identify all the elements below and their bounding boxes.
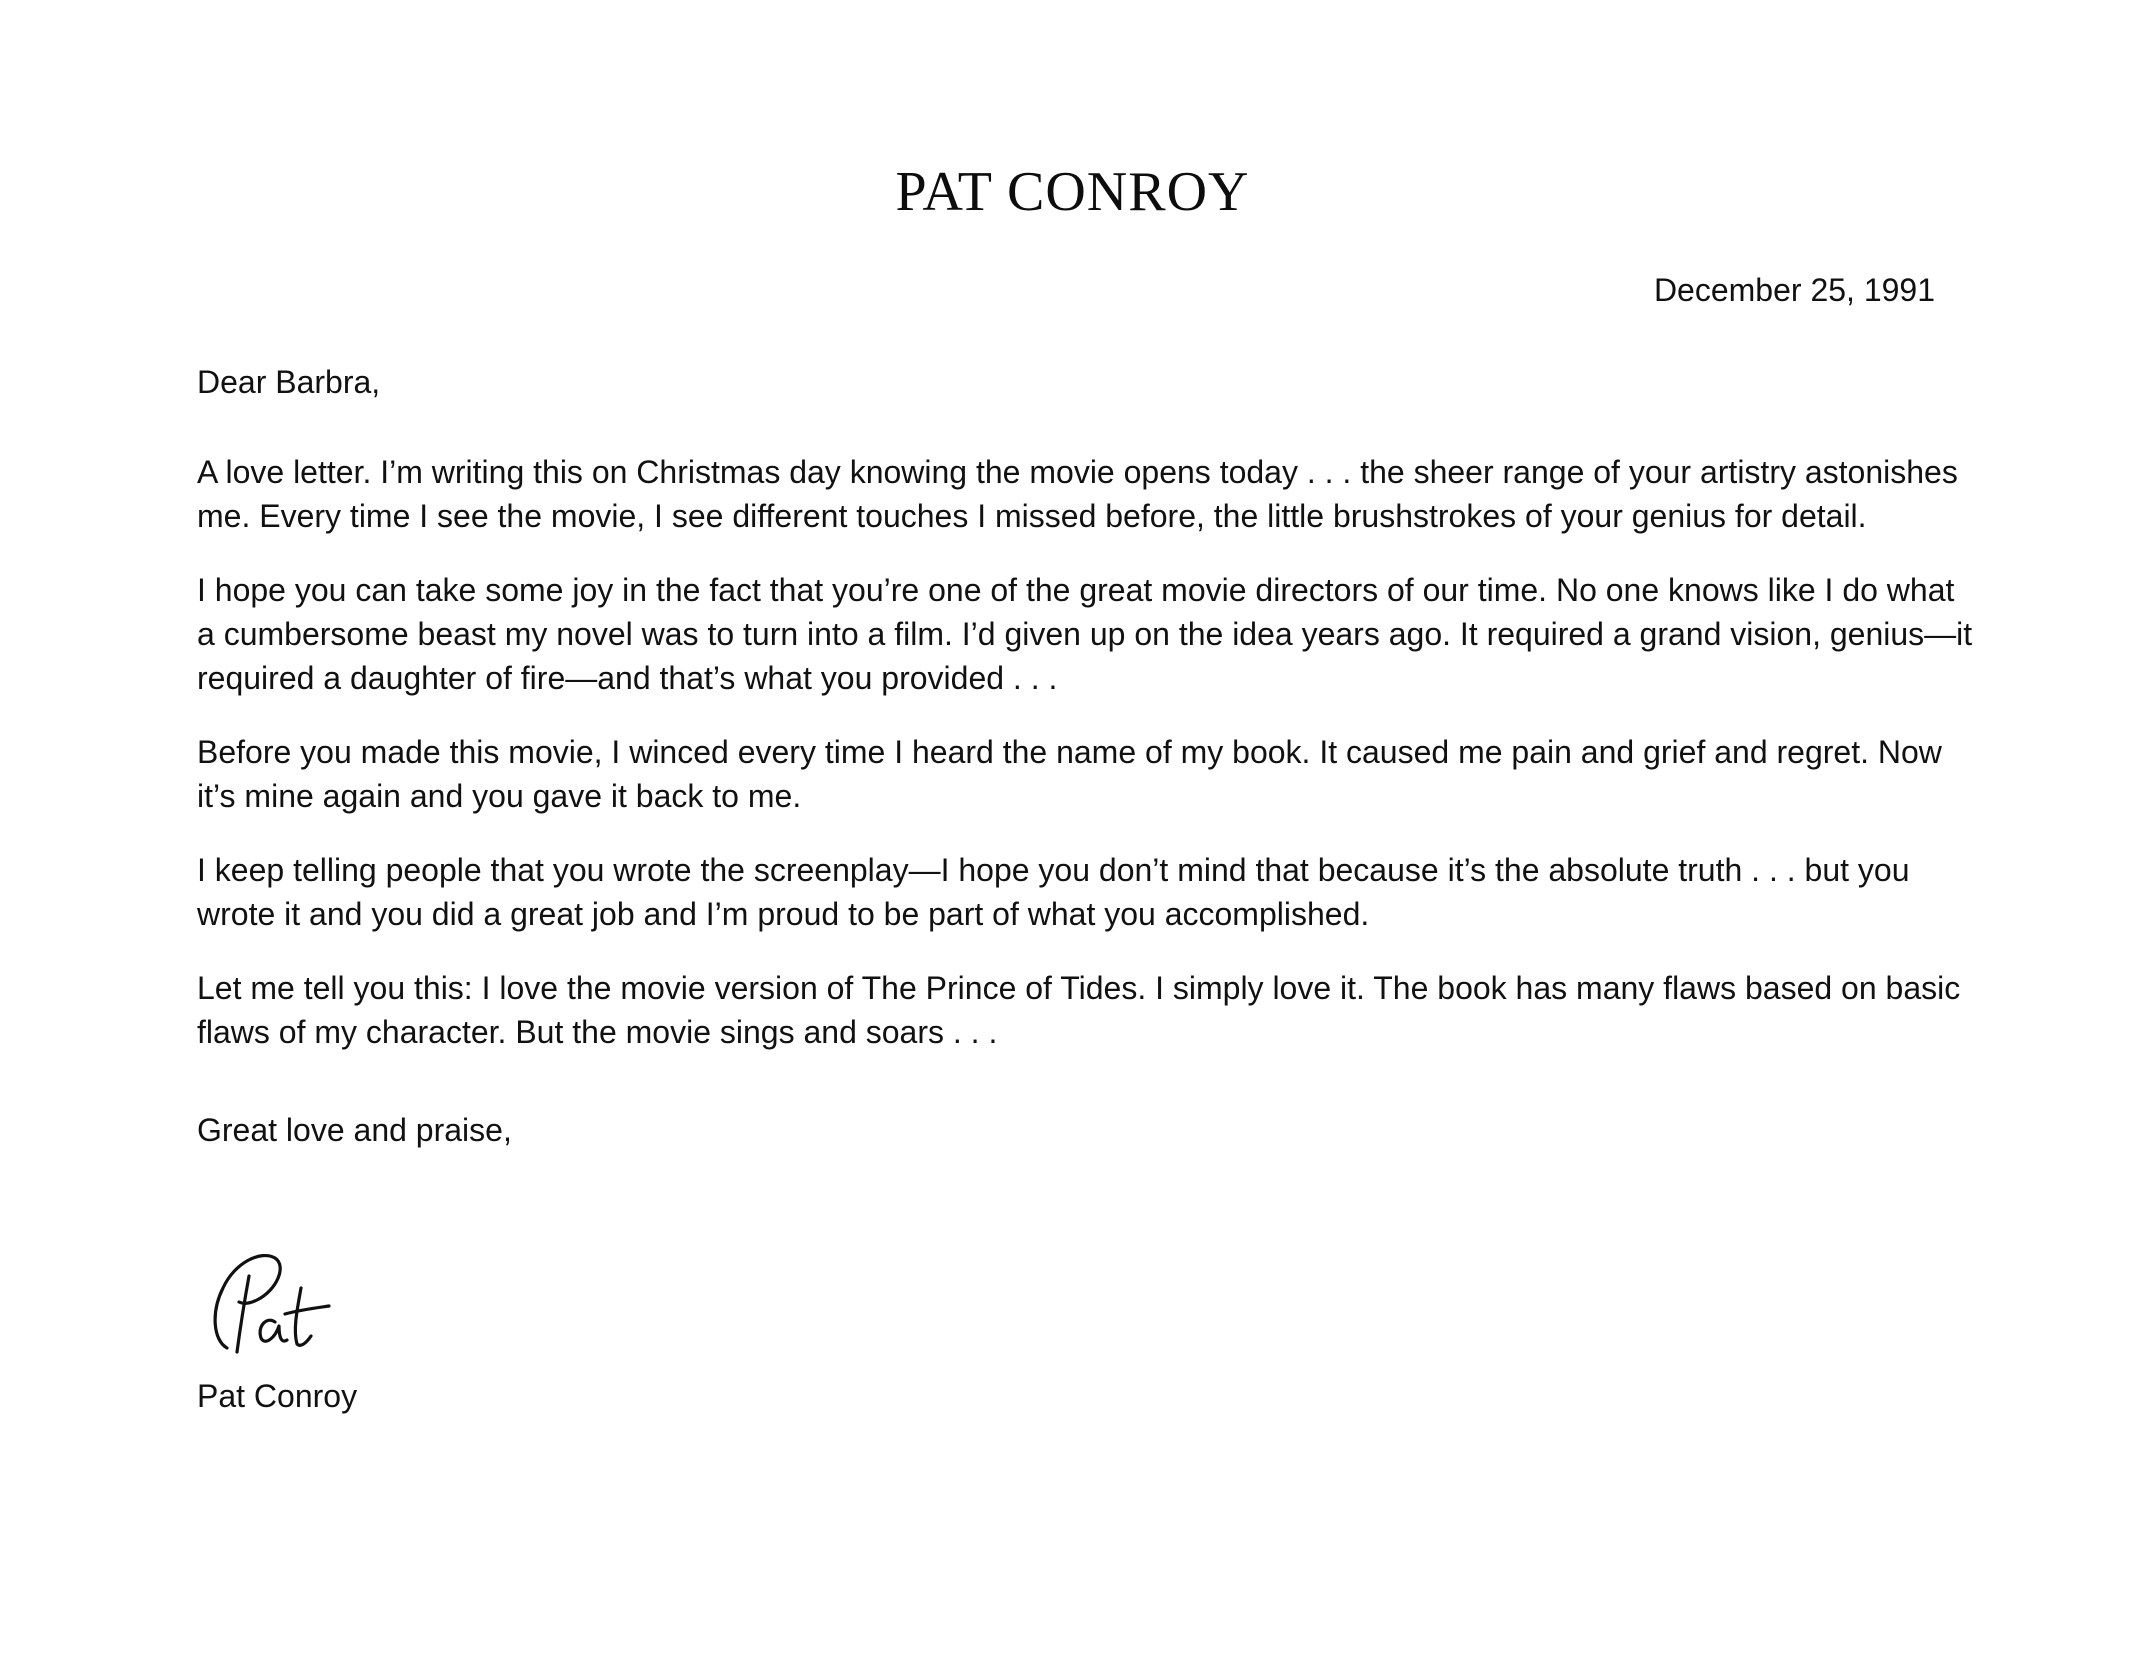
signer-name: Pat Conroy	[197, 1378, 358, 1414]
letterhead: PAT CONROY	[895, 161, 1250, 223]
paragraph-3: Before you made this movie, I winced every time I heard the name of my book. It caused me pain and grief and regret. Now it’s mine again and you gave it back to me.	[197, 734, 1942, 814]
salutation: Dear Barbra,	[197, 364, 381, 400]
paragraph-1: A love letter. I’m writing this on Christmas day knowing the movie opens today . . . the sheer range of your artistry astonishes me. Every time I see the movie, I see different touches I missed before, the little brushstrokes of your genius for detail.	[197, 454, 1958, 534]
letter-body	[197, 360, 1977, 1152]
letter-date: December 25, 1991	[1653, 272, 1935, 308]
handwritten-signature	[205, 1240, 345, 1360]
paragraph-4: I keep telling people that you wrote the screenplay—I hope you don’t mind that because it’s the absolute truth . . . but you wrote it and you did a great job and I’m proud to be part of what you accomplished.	[197, 852, 1910, 932]
paragraph-5: Let me tell you this: I love the movie version of The Prince of Tides. I simply love it. The book has many flaws based on basic flaws of my character. But the movie sings and soars . . .	[197, 970, 1961, 1050]
closing: Great love and praise,	[197, 1112, 512, 1148]
paragraph-2: I hope you can take some joy in the fact that you’re one of the great movie directors of our time. No one knows like I do what a cumbersome beast my novel was to turn into a film. I’d given up on the idea years ago. It required a grand vision, genius—it required a daughter of fire—and that’s what you provided . . .	[197, 572, 1973, 696]
